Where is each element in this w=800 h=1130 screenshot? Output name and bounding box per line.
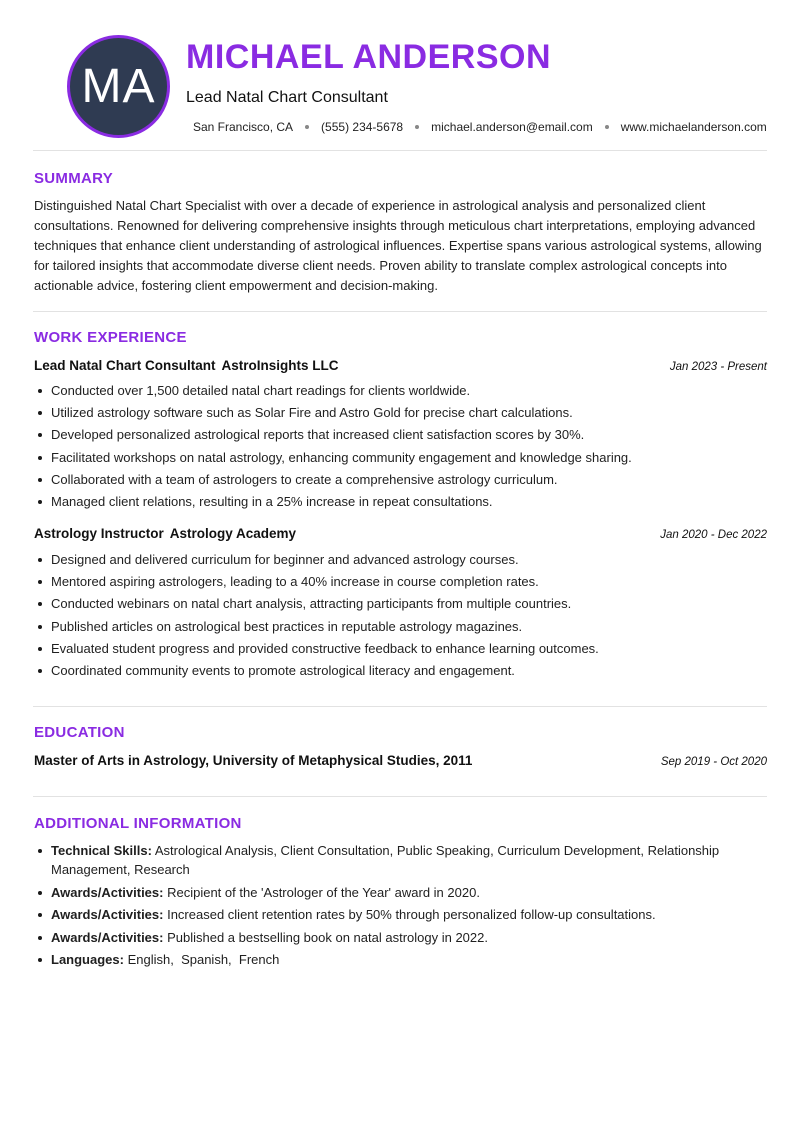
item-text: Recipient of the 'Astrologer of the Year' award in 2020. [167,884,480,900]
resume-header [33,0,767,150]
avatar-initials: MA [81,60,156,113]
candidate-name: MICHAEL ANDERSON [186,38,552,76]
job-position: Lead Natal Chart Consultant [34,358,216,373]
list-item: Utilized astrology software such as Solar Fire and Astro Gold for precise chart calculations. [34,402,767,424]
job-position: Astrology Instructor [34,526,164,541]
divider [33,796,767,797]
job-header [34,358,767,373]
list-item [34,905,767,924]
contact-line [193,120,767,134]
contact-location: San Francisco, CA [193,120,294,134]
list-item: Conducted over 1,500 detailed natal chart readings for clients worldwide. [34,380,767,402]
list-item [34,950,767,969]
divider [33,706,767,707]
job-header [34,526,767,541]
divider [33,150,767,151]
additional-info-list [34,841,767,973]
list-item: Mentored aspiring astrologers, leading to a 40% increase in course completion rates. [34,571,767,593]
list-item: Designed and delivered curriculum for beginner and advanced astrology courses. [34,549,767,571]
summary-heading: SUMMARY [34,170,114,187]
item-text: Increased client retention rates by 50% through personalized follow-up consultations. [167,907,656,922]
list-item: Collaborated with a team of astrologers to create a comprehensive astrology curriculum. [34,469,767,491]
list-item: Developed personalized astrological reports that increased client satisfaction scores by 30%. [34,424,767,446]
bullet-separator [415,125,419,129]
job-dates: Jan 2020 - Dec 2022 [660,529,767,541]
list-item [34,841,767,879]
list-item [34,883,767,902]
item-text: English, Spanish, French [127,952,280,967]
additional-info-heading: ADDITIONAL INFORMATION [34,815,242,832]
item-text: Astrological Analysis, Client Consultation, Public Speaking, Curriculum Development, Relationship Management, Research [51,843,720,877]
education-entry [34,753,767,768]
job-company: Astrology Academy [169,526,297,541]
education-dates: Sep 2019 - Oct 2020 [660,756,767,768]
job-bullets [34,549,767,682]
candidate-role: Lead Natal Chart Consultant [186,89,388,106]
item-label: Technical Skills: [51,843,152,858]
avatar [67,35,170,138]
list-item: Published articles on astrological best practices in reputable astrology magazines. [34,616,767,638]
contact-phone: (555) 234-5678 [321,120,404,134]
list-item: Facilitated workshops on natal astrology, enhancing community engagement and knowledge sharing. [34,447,767,469]
education-degree: Master of Arts in Astrology, University of Metaphysical Studies, 2011 [34,753,473,768]
job-bullets [34,380,767,513]
summary-text: Distinguished Natal Chart Specialist with over a decade of experience in astrological analysis and personalized client consultations. Renowned for delivering comprehensive insights through meticulous chart interpretations, employing advanced techniques that enhance client understanding of astrological influences. Expertise spans various astrological systems, allowing for tailored insights that accommodate diverse client needs. Proven ability to translate complex astrological concepts into actionable advice, fostering client empowerment and decision-making. [34,198,762,293]
item-label: Awards/Activities: [51,884,164,900]
bullet-separator [305,125,309,129]
item-label: Languages: [51,952,124,967]
contact-email[interactable]: michael.anderson@email.com [431,120,593,134]
list-item: Managed client relations, resulting in a 25% increase in repeat consultations. [34,491,767,513]
list-item: Coordinated community events to promote astrological literacy and engagement. [34,660,767,682]
job-company: AstroInsights LLC [221,358,339,373]
bullet-separator [605,125,609,129]
divider [33,311,767,312]
job-title-line [34,526,296,541]
job-dates: Jan 2023 - Present [669,361,767,373]
job-title-line [34,358,339,373]
item-text: Published a bestselling book on natal astrology in 2022. [167,929,488,945]
item-label: Awards/Activities: [51,907,164,922]
education-heading: EDUCATION [34,724,125,741]
list-item: Conducted webinars on natal chart analysis, attracting participants from multiple countries. [34,593,767,615]
item-label: Awards/Activities: [51,929,164,945]
list-item: Evaluated student progress and provided constructive feedback to enhance learning outcomes. [34,638,767,660]
list-item [34,928,767,947]
contact-website[interactable]: www.michaelanderson.com [620,120,767,134]
work-experience-heading: WORK EXPERIENCE [34,329,187,346]
